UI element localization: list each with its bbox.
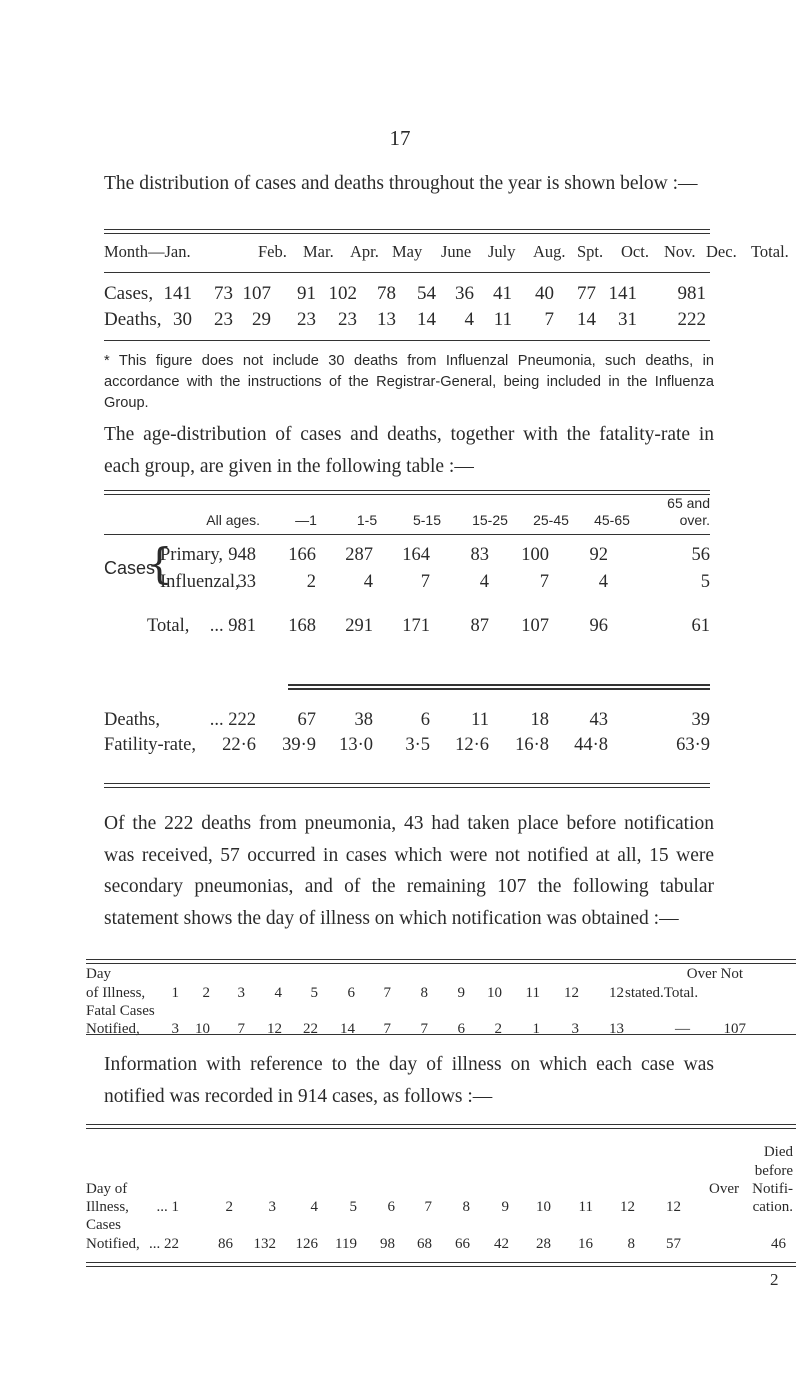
info-value: 68 [417,1236,432,1252]
all-ages-value: 33 [237,572,256,592]
rule [86,1262,796,1263]
fatal-value: 12 [267,1021,282,1037]
day-header: 7 [424,1199,432,1215]
row-label: Notified, [86,1021,140,1037]
age-value: 4 [363,572,373,592]
day-header: 12 [620,1199,635,1215]
month-value: 29 [252,309,271,330]
rule [104,229,710,230]
info-value: 132 [253,1236,276,1252]
month-header: Mar. [303,242,334,261]
day-header: 12 [564,985,579,1001]
information-paragraph: Information with reference to the day of illness on which each case was notified was recorded in 914 cases, as follows :— [104,1054,714,1107]
fatal-value: 13 [609,1021,624,1037]
fatal-value: 1 [532,1021,540,1037]
row-label: Cases [86,1217,121,1233]
month-value: 23 [297,309,316,330]
age-value: 43 [589,710,608,730]
age-header: —1 [295,512,317,528]
age-value: 166 [288,545,316,565]
month-value: 13 [377,309,396,330]
age-value: 12·6 [455,735,489,755]
footnote: * This figure does not include 30 deaths from Influenzal Pneumonia, such deaths, in accordance with the instructions of the Registrar-General, being included in the Influenza Group. [104,353,714,411]
age-header: 1-5 [356,512,378,528]
age-value: 291 [345,616,373,636]
day-header: ... 1 [156,1199,179,1215]
day-header: 3 [237,985,245,1001]
age-header: over. [679,512,710,528]
rule [86,1124,796,1125]
month-header: Total. [751,242,789,261]
age-value: 287 [345,545,373,565]
day-header: 4 [310,1199,318,1215]
month-value: 4 [464,309,474,330]
header: Died [763,1144,793,1160]
row-label: Primary, [160,545,224,565]
rule [86,1266,796,1267]
day-header: 10 [487,985,502,1001]
month-header: Apr. [350,242,379,261]
age-value: 4 [598,572,608,592]
footer-mark: 2 [770,1270,779,1289]
header: stated.Total. [625,985,699,1001]
day-header: 5 [349,1199,357,1215]
day-header: 6 [387,1199,395,1215]
age-value: 171 [402,616,430,636]
day-header: 2 [202,985,210,1001]
info-value: 119 [335,1236,357,1252]
rule [86,963,796,964]
month-value: 36 [455,283,474,304]
month-value: 73 [214,283,233,304]
rule [86,959,796,960]
day-header: 7 [383,985,391,1001]
month-value: 14 [417,309,436,330]
age-value: 6 [420,710,430,730]
month-header: Oct. [621,242,649,261]
all-ages-value: 22·6 [222,735,256,755]
age-value: 18 [530,710,549,730]
age-value: 2 [306,572,316,592]
header: Over [709,1181,739,1197]
day-header: 5 [310,985,318,1001]
rule [104,783,710,784]
age-value: 39 [691,710,710,730]
month-value: 107 [242,283,271,304]
rule [288,684,710,686]
age-value: 100 [521,545,549,565]
day-header: 9 [501,1199,509,1215]
header: Over Not [686,966,743,982]
month-value: 91 [297,283,316,304]
fatal-value: 7 [237,1021,245,1037]
rule [104,787,710,788]
info-value: 16 [578,1236,593,1252]
age-value: 7 [420,572,430,592]
age-header: All ages. [206,512,260,528]
age-value: 87 [470,616,489,636]
info-value: 28 [536,1236,551,1252]
month-value: 141 [608,283,637,304]
age-value: 56 [691,545,710,565]
age-value: 107 [521,616,549,636]
header: before [754,1163,793,1179]
cases-label: Cases [104,558,156,578]
page-number: 17 [389,126,411,150]
age-value: 5 [700,572,710,592]
age-header: 5-15 [412,512,442,528]
fatal-value: 3 [171,1021,179,1037]
rule [104,233,710,234]
row-label: Notified, [86,1236,140,1252]
info-value: 86 [218,1236,233,1252]
day-header: 1 [171,985,179,1001]
age-value: 83 [470,545,489,565]
age-value: 164 [402,545,430,565]
header: Day [86,966,111,982]
info-value: 8 [627,1236,635,1252]
day-header: 9 [457,985,465,1001]
fatal-value: 7 [420,1021,428,1037]
header: of Illness, [86,985,146,1001]
age-value: 16·8 [515,735,549,755]
header: Day of [86,1181,128,1197]
day-header: 8 [462,1199,470,1215]
fatal-value: 107 [723,1021,746,1037]
month-header: June [441,242,472,261]
all-ages-value: ... 222 [209,710,256,730]
month-value: 31 [618,309,637,330]
month-value: 141 [163,283,192,304]
rule [288,688,710,690]
all-ages-value: 948 [228,545,256,565]
fatal-value: 3 [571,1021,579,1037]
info-value: 126 [295,1236,318,1252]
age-value: 168 [288,616,316,636]
info-value: 42 [494,1236,509,1252]
day-header: 2 [225,1199,233,1215]
month-value: 30 [173,309,192,330]
month-value: 23 [338,309,357,330]
month-value: 77 [577,283,596,304]
age-value: 44·8 [574,735,608,755]
month-value: 40 [535,283,554,304]
month-header: Aug. [533,242,566,261]
info-value: 66 [455,1236,470,1252]
notification-paragraph: Of the 222 deaths from pneumonia, 43 had taken place before notification was received, 57 occurred in cases which were not notified at all, 15 were secondary pneumonias, and of the remaining 107 the following tabular statement shows the day of illness on which notification was obtained :— [104,813,714,929]
month-header: Month—Jan. [104,242,191,261]
rule [104,490,710,491]
fatal-value: 10 [195,1021,210,1037]
fatal-value: 14 [340,1021,355,1037]
rule [86,1034,796,1035]
age-value: 7 [539,572,549,592]
age-header: 45-65 [594,512,630,528]
fatal-value: 6 [457,1021,465,1037]
info-value: 98 [380,1236,395,1252]
day-header: 12 [666,1199,681,1215]
age-header: 25-45 [533,512,569,528]
day-header: 8 [420,985,428,1001]
month-header: Dec. [706,242,737,261]
intro-paragraph: The distribution of cases and deaths throughout the year is shown below :— [104,173,698,194]
month-header: May [392,242,423,261]
age-value: 13·0 [339,735,373,755]
month-value: 78 [377,283,396,304]
month-value: 54 [417,283,436,304]
row-label: Deaths, [104,309,162,330]
month-header: July [488,242,516,261]
fatal-value: 2 [494,1021,502,1037]
age-value: 11 [471,710,489,730]
month-header: Nov. [664,242,696,261]
month-value: 41 [493,283,512,304]
month-value: 11 [493,309,512,330]
age-value: 92 [589,545,608,565]
rule [86,1128,796,1129]
brace: { [146,539,173,588]
day-header: 3 [268,1199,276,1215]
day-header: 12 [609,985,624,1001]
row-label: Fatal Cases [86,1003,155,1019]
month-header: Spt. [577,242,604,261]
row-label: Total, [147,616,190,636]
month-value: 7 [544,309,554,330]
day-header: 6 [347,985,355,1001]
month-value: 981 [677,283,706,304]
row-label: Cases, [104,283,154,304]
rule [104,534,710,535]
header: Illness, [86,1199,129,1215]
age-value: 39·9 [282,735,316,755]
info-value: 46 [771,1236,786,1252]
age-value: 4 [479,572,489,592]
row-label: Deaths, [104,710,160,730]
age-header: 65 and [667,495,710,511]
month-value: 102 [328,283,357,304]
month-header: Feb. [258,242,287,261]
row-label: Influenzal, [160,572,240,592]
fatal-value: 7 [383,1021,391,1037]
age-value: 67 [297,710,316,730]
age-intro-paragraph: The age-distribution of cases and deaths, together with the fatality-rate in each group, are given in the following table :— [104,424,714,477]
month-value: 14 [577,309,596,330]
fatal-value: — [675,1021,690,1037]
all-ages-value: ... 981 [209,616,256,636]
info-value: 57 [666,1236,681,1252]
header: cation. [752,1199,793,1215]
info-value: ... 22 [149,1236,179,1252]
fatal-value: 22 [303,1021,318,1037]
age-value: 63·9 [676,735,710,755]
age-value: 3·5 [405,735,430,755]
month-value: 23 [214,309,233,330]
age-header: 15-25 [472,512,508,528]
age-value: 96 [589,616,608,636]
age-value: 38 [354,710,373,730]
row-label: Fatility-rate, [104,735,196,755]
header: Notifi- [752,1181,793,1197]
month-value: 222 [677,309,706,330]
day-header: 4 [274,985,282,1001]
rule [104,340,710,341]
day-header: 10 [536,1199,551,1215]
age-value: 61 [691,616,710,636]
day-header: 11 [525,985,540,1001]
rule [104,272,710,273]
day-header: 11 [578,1199,593,1215]
